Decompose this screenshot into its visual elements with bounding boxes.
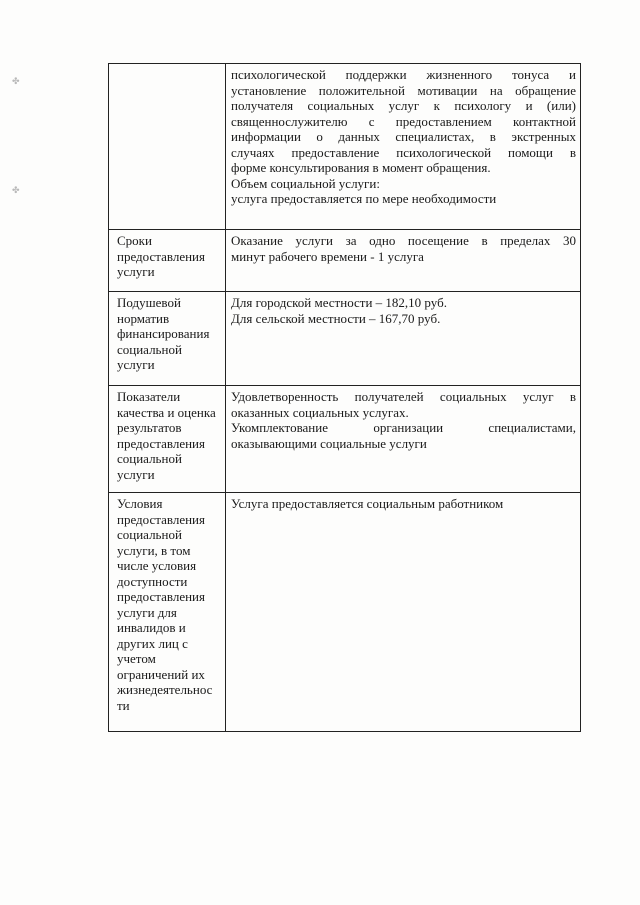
row-value-cell <box>226 386 581 493</box>
label-line: Сроки <box>117 233 152 248</box>
label-line: Подушевой <box>117 295 181 310</box>
text-line: священнослужителю с предоставлением контактной <box>231 113 576 129</box>
label-line: инвалидов и <box>117 620 186 635</box>
row-label-cell-empty <box>109 64 226 230</box>
text-line: минут рабочего времени - 1 услуга <box>231 248 424 264</box>
label-line: предоставления <box>117 511 205 527</box>
scan-speck: ✤ <box>12 185 20 195</box>
label-line: предоставления <box>117 589 205 604</box>
text-line: оказанных социальных услугах. <box>231 404 409 420</box>
label-line: социальной <box>117 341 182 357</box>
label-line: ограничений их <box>117 666 205 682</box>
text-line: случаях предоставление психологической помощи в <box>231 144 576 160</box>
label-line: норматив <box>117 310 170 326</box>
table-row-service-terms <box>109 230 581 292</box>
volume-label: Объем социальной услуги: <box>231 175 380 191</box>
text-line: установление положительной мотивации на обращение <box>231 82 576 98</box>
label-line: предоставления <box>117 248 205 264</box>
label-line: Показатели <box>117 389 181 404</box>
text-line: психологической поддержки жизненного тонуса и <box>231 67 576 82</box>
rural-rate-line: Для сельской местности – 167,70 руб. <box>231 310 441 326</box>
label-line: учетом <box>117 651 156 666</box>
table-row-quality-indicators <box>109 386 581 493</box>
label-line: числе условия <box>117 558 197 573</box>
row-value-cell <box>226 230 581 292</box>
text-line: форме консультирования в момент обращения. <box>231 160 491 175</box>
label-line: качества и оценка <box>117 404 216 420</box>
label-line: результатов <box>117 420 182 435</box>
label-line: социальной <box>117 451 182 466</box>
label-line: других лиц с <box>117 635 188 651</box>
row-label-cell <box>109 493 226 732</box>
label-line: доступности <box>117 573 188 589</box>
label-line: услуги <box>117 357 155 372</box>
label-line: финансирования <box>117 326 210 341</box>
table-row-financing-norm <box>109 292 581 386</box>
scan-speck: ✤ <box>12 76 20 86</box>
label-line: услуги, в том <box>117 542 191 558</box>
text-line: получателя социальных услуг к психологу и (или) <box>231 98 576 113</box>
row-value-cell <box>226 292 581 386</box>
service-standard-table <box>108 63 581 732</box>
row-value-cell <box>226 493 581 732</box>
volume-value: услуга предоставляется по мере необходимости <box>231 191 497 206</box>
label-line: жизнедеятельнос <box>117 682 213 697</box>
text-line: Удовлетворенность получателей социальных услуг в <box>231 389 576 404</box>
text-line: Укомплектование организации специалистами, <box>231 420 576 435</box>
label-line: услуги <box>117 264 155 279</box>
row-label-cell <box>109 230 226 292</box>
label-line: ти <box>117 697 130 713</box>
row-label-cell <box>109 292 226 386</box>
text-line: Оказание услуги за одно посещение в пределах 30 <box>231 233 576 248</box>
urban-rate-line: Для городской местности – 182,10 руб. <box>231 295 447 310</box>
label-line: Условия <box>117 496 163 511</box>
text-line: Услуга предоставляется социальным работником <box>231 496 504 511</box>
label-line: услуги для <box>117 604 177 620</box>
table-row-provision-conditions <box>109 493 581 732</box>
text-line: информации о данных специалистах, в экстренных <box>231 129 576 144</box>
label-line: услуги <box>117 466 155 482</box>
row-value-cell <box>226 64 581 230</box>
label-line: социальной <box>117 527 182 542</box>
row-label-cell <box>109 386 226 493</box>
label-line: предоставления <box>117 435 205 451</box>
table-row-description-continued <box>109 64 581 230</box>
text-line: оказывающими социальные услуги <box>231 435 427 451</box>
